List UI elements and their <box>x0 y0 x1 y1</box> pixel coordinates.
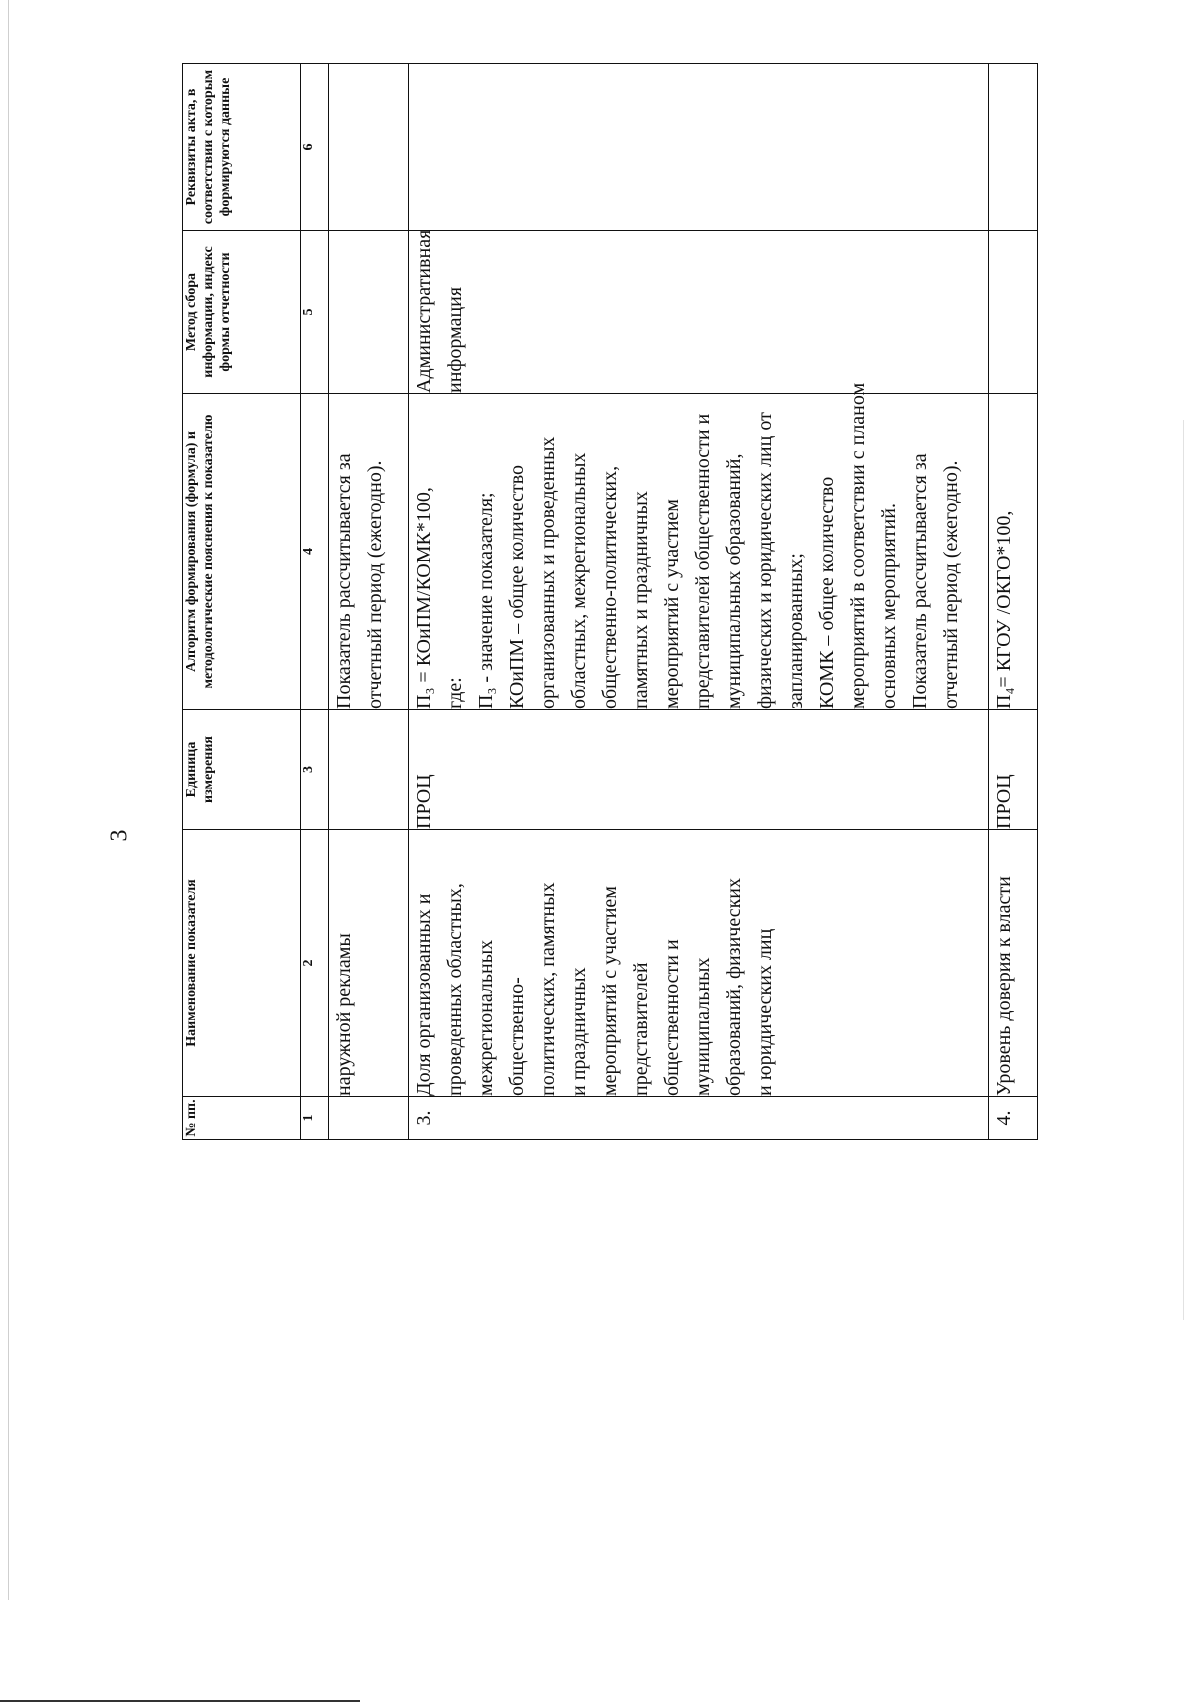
header-unit: Единица измерения <box>183 710 301 830</box>
name-line: общественно- <box>506 977 528 1096</box>
name-line: образований, физических <box>723 878 745 1096</box>
name-line: общественности и <box>661 939 683 1096</box>
header-method: Метод сбора информации, индекс формы отчетности <box>183 231 301 394</box>
table-row <box>329 64 409 1140</box>
row-method <box>409 231 989 394</box>
algorithm-line: муниципальных образований, <box>723 453 745 709</box>
colnum-5: 5 <box>301 231 329 394</box>
algorithm-line: П₃ - значение показателя; <box>475 492 497 709</box>
header-algorithm: Алгоритм формирования (формула) и методологические пояснения к показателю <box>183 394 301 710</box>
row-algorithm <box>329 394 409 710</box>
colnum-4: 4 <box>301 394 329 710</box>
algorithm-line: организованных и проведенных <box>537 436 559 709</box>
colnum-3: 3 <box>301 710 329 830</box>
algorithm-line: основных мероприятий. <box>878 503 900 709</box>
row-act <box>409 64 989 231</box>
row-method <box>989 231 1038 394</box>
rotated-table-container <box>182 64 1037 1140</box>
row-act <box>989 64 1038 231</box>
table-row <box>989 64 1038 1140</box>
header-num: № пп. <box>183 1097 301 1140</box>
algorithm-line: где: <box>444 677 466 709</box>
row-name: Уровень доверия к власти <box>989 830 1038 1097</box>
name-line: политических, памятных <box>537 882 559 1096</box>
name-line: проведенных областных, <box>444 883 466 1096</box>
name-line: муниципальных <box>692 957 714 1096</box>
algorithm-line: Показатель рассчитывается за <box>333 453 355 709</box>
algorithm-line: областных, межрегиональных <box>568 452 590 709</box>
colnum-2: 2 <box>301 830 329 1097</box>
row-algorithm <box>989 394 1038 710</box>
name-line: представителей <box>630 962 652 1096</box>
header-act: Реквизиты акта, в соответствии с которым формируются данные <box>183 64 301 231</box>
header-row <box>183 64 301 1140</box>
algorithm-line: физических и юридических лиц от <box>754 412 776 709</box>
row-algorithm <box>409 382 989 710</box>
row-num: 3. <box>409 1097 989 1140</box>
row-num: 4. <box>989 1097 1038 1140</box>
algorithm-line: запланированных; <box>785 553 807 709</box>
row-unit: ПРОЦ <box>989 710 1038 830</box>
name-line: Доля организованных и <box>413 893 435 1096</box>
column-number-row <box>301 64 329 1140</box>
algorithm-line: Показатель рассчитывается за <box>909 453 931 709</box>
row-method <box>329 231 409 394</box>
algorithm-line: представителей общественности и <box>692 413 714 709</box>
name-line: и праздничных <box>568 967 590 1096</box>
algorithm-line: мероприятий в соответствии с планом <box>847 382 869 709</box>
row-unit: ПРОЦ <box>409 710 989 830</box>
row-unit <box>329 710 409 830</box>
page-number: 3 <box>106 829 133 842</box>
algorithm-line: памятных и праздничных <box>630 491 652 709</box>
scan-edge-right <box>1183 420 1184 1320</box>
algorithm-line: КОМК – общее количество <box>816 476 838 709</box>
name-line: мероприятий с участием <box>599 886 621 1096</box>
algorithm-line: П₄= КГОУ /ОКГО*100, <box>993 510 1015 709</box>
row-name <box>409 830 989 1097</box>
algorithm-line: КОиПМ – общее количество <box>506 464 528 709</box>
scan-edge-left <box>8 0 9 1600</box>
algorithm-line: отчетный период (ежегодно). <box>940 460 962 709</box>
row-num <box>329 1097 409 1140</box>
row-act <box>329 64 409 231</box>
method-line: информация <box>444 286 466 393</box>
name-line: и юридических лиц <box>754 928 776 1096</box>
algorithm-line: П₃ = КОиПМ/КОМК*100, <box>413 487 435 709</box>
indicator-table <box>182 63 1038 1140</box>
colnum-6: 6 <box>301 64 329 231</box>
table-row <box>409 64 989 1140</box>
colnum-1: 1 <box>301 1097 329 1140</box>
name-line: межрегиональных <box>475 939 497 1096</box>
algorithm-line: общественно-политических, <box>599 465 621 709</box>
header-name: Наименование показателя <box>183 830 301 1097</box>
scan-edge-bottom <box>0 1700 360 1702</box>
algorithm-line: отчетный период (ежегодно). <box>364 460 386 709</box>
algorithm-line: мероприятий с участием <box>661 499 683 709</box>
row-name: наружной рекламы <box>329 830 409 1097</box>
method-line: Административная <box>413 229 435 393</box>
